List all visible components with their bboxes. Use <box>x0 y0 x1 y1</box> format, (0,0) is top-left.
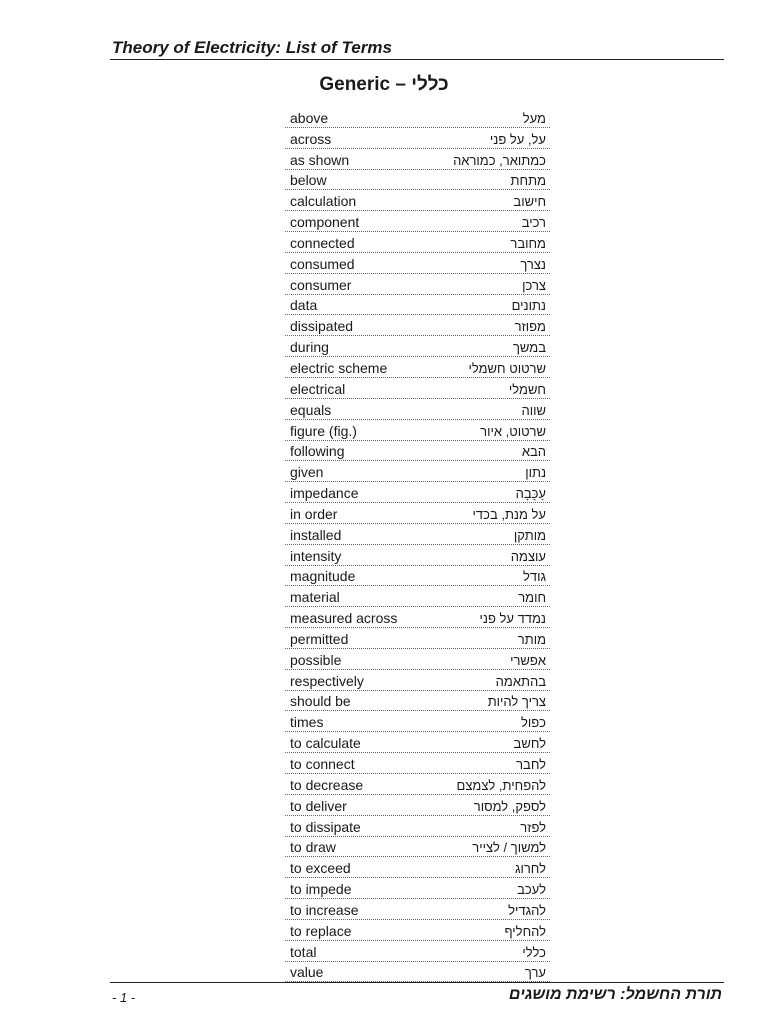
term-row <box>285 315 550 336</box>
term-english: calculation <box>290 193 357 210</box>
term-row <box>285 149 550 170</box>
term-english: possible <box>290 651 342 668</box>
term-hebrew: מותקן <box>513 527 546 543</box>
term-row <box>285 399 550 420</box>
term-row <box>285 711 550 732</box>
term-row <box>285 816 550 837</box>
term-hebrew: לחבר <box>516 757 546 772</box>
term-english: total <box>290 943 317 960</box>
term-row <box>285 732 550 753</box>
term-english: electrical <box>290 380 346 397</box>
term-english: in order <box>290 505 338 522</box>
term-hebrew: נתונים <box>511 298 546 314</box>
term-row <box>285 461 550 482</box>
header-divider <box>110 59 724 60</box>
term-row <box>285 753 550 774</box>
term-hebrew: מפוזר <box>514 319 546 335</box>
document-header-title: Theory of Electricity: List of Terms <box>112 38 392 57</box>
term-hebrew: הבא <box>521 444 546 460</box>
term-row <box>285 920 550 941</box>
term-english: magnitude <box>290 568 356 585</box>
term-hebrew: חומר <box>518 590 546 606</box>
term-english: impedance <box>290 485 359 502</box>
term-english: dissipated <box>290 318 354 335</box>
term-hebrew: למשוך / לצייר <box>472 840 546 856</box>
term-english: below <box>290 172 327 189</box>
term-english: to exceed <box>290 860 351 877</box>
term-english: to decrease <box>290 776 364 793</box>
term-hebrew: על מנת, בכדי <box>472 506 546 522</box>
term-hebrew: גודל <box>523 569 546 585</box>
term-english: to increase <box>290 901 359 918</box>
term-english: electric scheme <box>290 359 388 376</box>
term-row <box>285 503 550 524</box>
footer-divider <box>110 982 724 983</box>
term-hebrew: נתון <box>525 465 546 481</box>
term-row <box>285 357 550 378</box>
term-english: to replace <box>290 922 352 939</box>
term-hebrew: לחשב <box>513 736 546 752</box>
term-english: material <box>290 589 340 606</box>
term-hebrew: אפשרי <box>510 652 546 668</box>
term-english: consumer <box>290 276 352 293</box>
term-hebrew: נמדד על פני <box>479 611 546 627</box>
term-hebrew: מתחת <box>510 173 546 189</box>
term-row <box>285 774 550 795</box>
term-row <box>285 649 550 670</box>
term-english: to calculate <box>290 735 361 752</box>
term-hebrew: במשך <box>512 340 546 356</box>
term-row <box>285 545 550 566</box>
term-english: installed <box>290 526 342 543</box>
term-row <box>285 482 550 503</box>
term-row <box>285 420 550 441</box>
term-english: permitted <box>290 630 349 647</box>
term-row <box>285 211 550 232</box>
term-english: component <box>290 214 360 231</box>
term-hebrew: על, על פני <box>489 131 546 147</box>
term-english: to impede <box>290 881 352 898</box>
term-english: to deliver <box>290 797 347 814</box>
term-hebrew: שווה <box>521 402 546 418</box>
term-hebrew: לפזר <box>520 819 546 835</box>
term-row <box>285 628 550 649</box>
term-english: following <box>290 443 345 460</box>
term-english: given <box>290 464 324 481</box>
term-row <box>285 857 550 878</box>
term-english: to draw <box>290 839 336 856</box>
term-hebrew: להגדיל <box>508 902 546 918</box>
term-hebrew: להחליף <box>504 923 546 939</box>
term-row <box>285 190 550 211</box>
term-hebrew: כפול <box>520 715 546 731</box>
term-row <box>285 232 550 253</box>
term-row <box>285 336 550 357</box>
term-hebrew: בהתאמה <box>495 673 546 689</box>
term-hebrew: כללי <box>522 944 546 960</box>
term-english: above <box>290 109 329 126</box>
term-english: value <box>290 964 324 981</box>
term-hebrew: להפחית, לצמצם <box>456 777 546 793</box>
terms-list <box>285 107 550 982</box>
term-english: connected <box>290 234 355 251</box>
footer-hebrew-title: תורת החשמל: רשימת מושגים <box>508 986 722 1003</box>
term-row <box>285 670 550 691</box>
term-row <box>285 378 550 399</box>
term-hebrew: מעל <box>522 110 546 126</box>
term-row <box>285 941 550 962</box>
term-row <box>285 586 550 607</box>
term-row <box>285 274 550 295</box>
term-english: equals <box>290 401 332 418</box>
term-hebrew: עוצמה <box>510 548 546 564</box>
term-row <box>285 253 550 274</box>
term-row <box>285 128 550 149</box>
term-english: intensity <box>290 547 342 564</box>
term-english: measured across <box>290 610 398 627</box>
term-hebrew: לעכב <box>517 882 546 898</box>
term-hebrew: חישוב <box>513 194 546 210</box>
term-english: across <box>290 130 332 147</box>
term-hebrew: מחובר <box>510 235 546 251</box>
page-number: - 1 - <box>112 990 136 1005</box>
term-row <box>285 691 550 712</box>
term-row <box>285 795 550 816</box>
term-hebrew: מותר <box>517 631 546 647</box>
term-hebrew: נצרך <box>520 256 546 272</box>
term-hebrew: לחרוג <box>514 861 546 877</box>
term-row <box>285 107 550 128</box>
term-english: respectively <box>290 672 364 689</box>
term-english: figure (fig.) <box>290 422 357 439</box>
term-row <box>285 962 550 983</box>
term-row <box>285 878 550 899</box>
term-english: to dissipate <box>290 818 361 835</box>
term-hebrew: שרטוט חשמלי <box>468 360 546 376</box>
term-hebrew: ערך <box>524 965 546 981</box>
term-row <box>285 566 550 587</box>
term-english: data <box>290 297 318 314</box>
term-english: should be <box>290 693 351 710</box>
term-row <box>285 170 550 191</box>
term-hebrew: רכיב <box>521 215 546 231</box>
term-hebrew: כמתואר, כמוראה <box>453 152 546 168</box>
term-hebrew: שרטוט, איור <box>480 423 546 439</box>
term-english: consumed <box>290 255 355 272</box>
term-row <box>285 524 550 545</box>
term-row <box>285 441 550 462</box>
term-english: during <box>290 339 329 356</box>
term-row <box>285 607 550 628</box>
term-hebrew: לספק, למסור <box>473 798 546 814</box>
term-row <box>285 295 550 316</box>
section-title: Generic – כללי <box>319 74 449 95</box>
term-english: to connect <box>290 756 355 772</box>
term-row <box>285 899 550 920</box>
term-english: as shown <box>290 151 350 168</box>
term-hebrew: צריך להיות <box>487 694 546 710</box>
term-row <box>285 837 550 858</box>
term-english: times <box>290 714 324 731</box>
term-hebrew: חשמלי <box>508 381 546 397</box>
term-hebrew: צרכן <box>522 277 546 293</box>
term-hebrew: עַכָּבָה <box>515 486 546 502</box>
